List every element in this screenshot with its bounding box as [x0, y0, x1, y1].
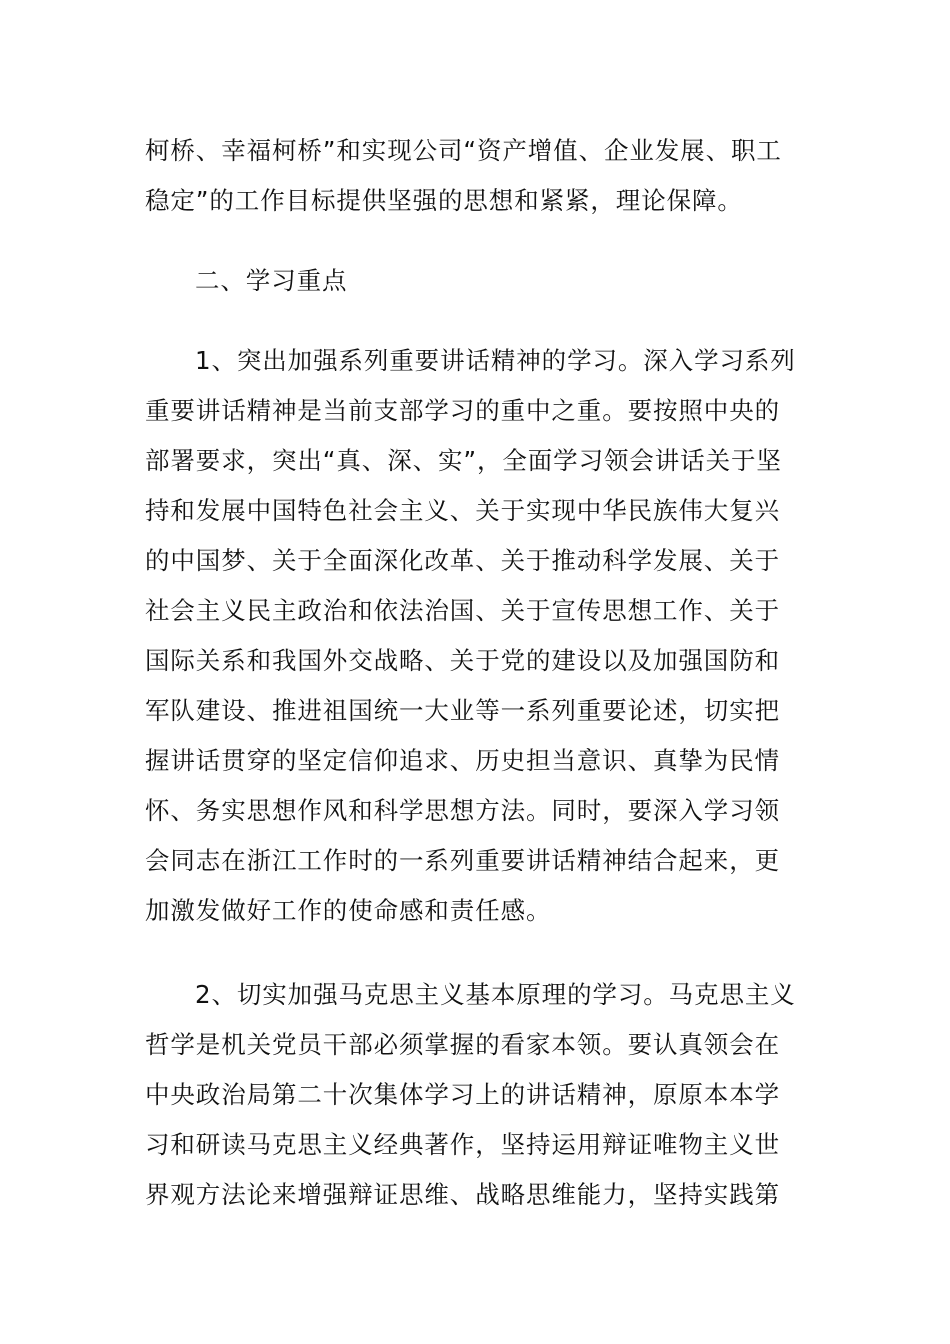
text-line: 社会主义民主政治和依法治国、关于宣传思想工作、关于 [145, 596, 780, 625]
paragraph-gap [145, 306, 807, 336]
text-line: 部署要求，突出“真、深、实”，全面学习领会讲话关于坚 [145, 446, 782, 475]
text-line: 柯桥、幸福柯桥”和实现公司“资产增值、企业发展、职工 [145, 136, 782, 165]
text-line: 中央政治局第二十次集体学习上的讲话精神，原原本本学 [145, 1080, 780, 1109]
text-line: 军队建设、推进祖国统一大业等一系列重要论述，切实把 [145, 696, 780, 725]
text-line: 加激发做好工作的使命感和责任感。 [145, 896, 552, 925]
text-line: 1、突出加强系列重要讲话精神的学习。深入学习系列 [195, 346, 796, 375]
section-heading [145, 256, 807, 306]
text-line: 习和研读马克思主义经典著作，坚持运用辩证唯物主义世 [145, 1130, 780, 1159]
text-line: 2、切实加强马克思主义基本原理的学习。马克思主义 [195, 980, 796, 1009]
paragraph-gap [145, 936, 807, 970]
section-heading-text: 二、学习重点 [195, 266, 348, 295]
text-line: 稳定”的工作目标提供坚强的思想和紧紧，理论保障。 [145, 186, 743, 215]
text-line: 的中国梦、关于全面深化改革、关于推动科学发展、关于 [145, 546, 780, 575]
text-line: 重要讲话精神是当前支部学习的重中之重。要按照中央的 [145, 396, 780, 425]
text-line: 怀、务实思想作风和科学思想方法。同时，要深入学习领 [145, 796, 780, 825]
paragraph-item-2 [145, 970, 807, 1220]
text-line: 哲学是机关党员干部必须掌握的看家本领。要认真领会在 [145, 1030, 780, 1059]
paragraph-intro-tail [145, 126, 807, 226]
text-line: 国际关系和我国外交战略、关于党的建设以及加强国防和 [145, 646, 780, 675]
text-line: 会同志在浙江工作时的一系列重要讲话精神结合起来，更 [145, 846, 780, 875]
paragraph-item-1 [145, 336, 807, 936]
document-page [145, 126, 807, 1326]
text-line: 界观方法论来增强辩证思维、战略思维能力，坚持实践第 [145, 1180, 780, 1209]
paragraph-gap [145, 226, 807, 256]
text-line: 握讲话贯穿的坚定信仰追求、历史担当意识、真挚为民情 [145, 746, 780, 775]
text-line: 持和发展中国特色社会主义、关于实现中华民族伟大复兴 [145, 496, 780, 525]
